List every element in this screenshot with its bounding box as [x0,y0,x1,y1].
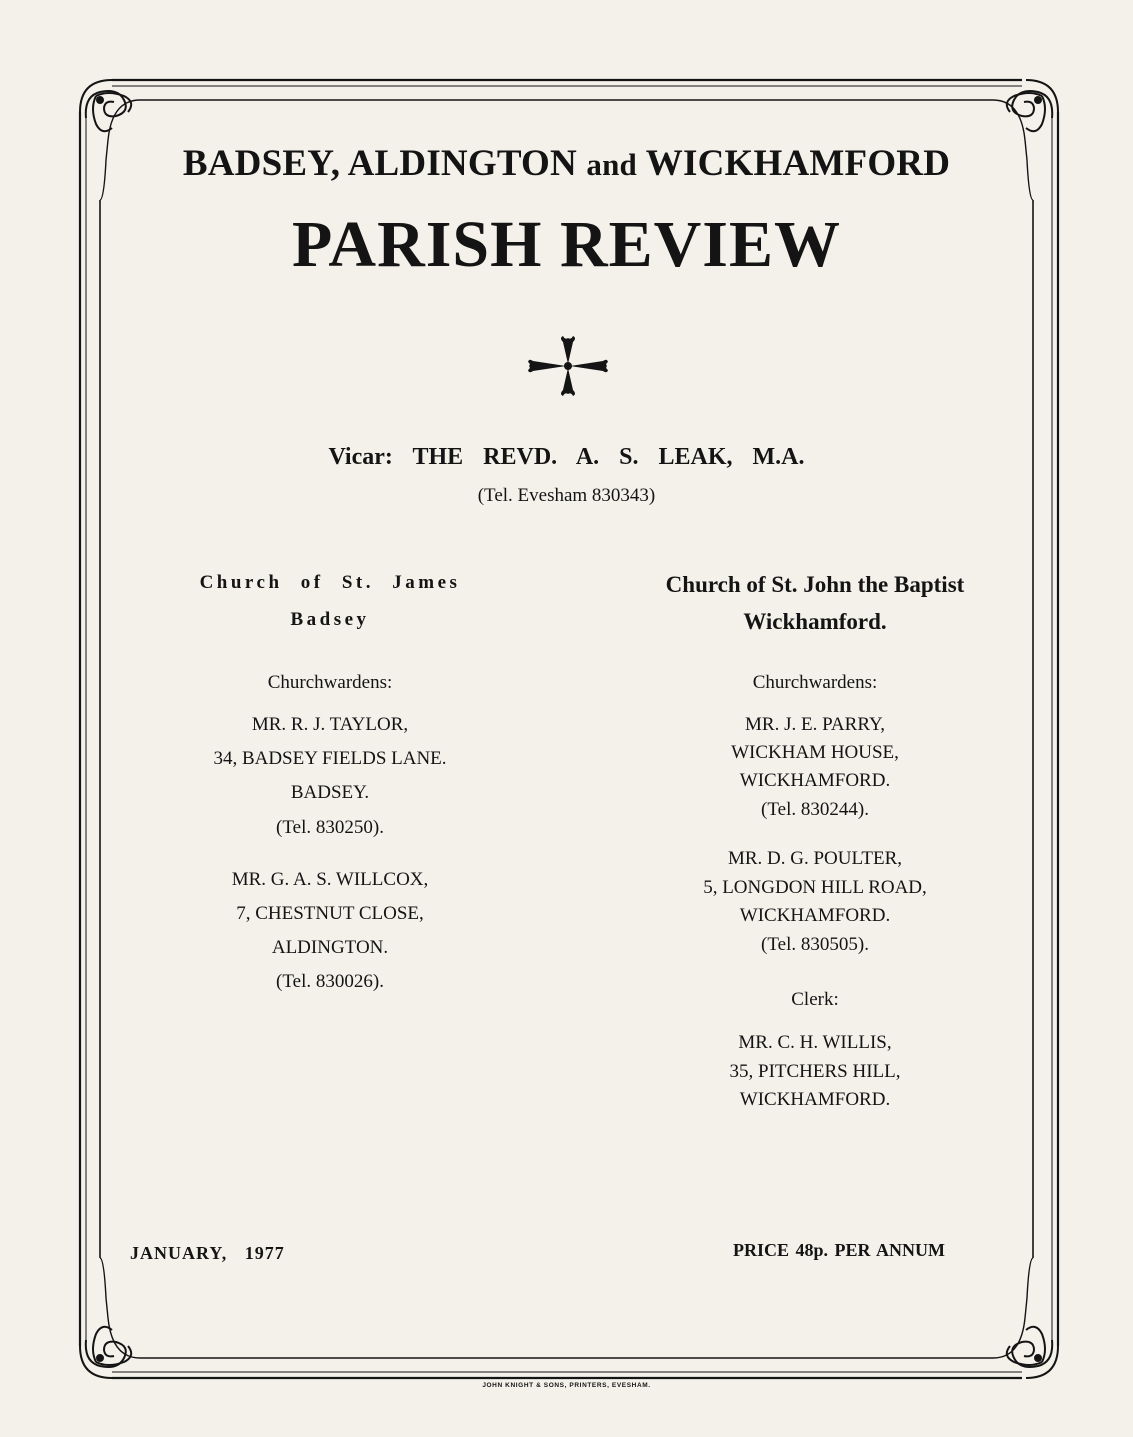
subscription-price: PRICE 48p. PER ANNUM [733,1240,946,1260]
right-clerk-label: Clerk: [791,989,839,1010]
vicar-line [80,444,1053,471]
right-clerk-line: 35, PITCHERS HILL, [729,1061,901,1082]
vicar-label: Vicar: [328,444,393,470]
left-warden2-line: (Tel. 830026). [276,971,384,992]
publication-title: PARISH REVIEW [291,208,842,281]
left-church-place: Badsey [290,609,370,630]
issue-date: JANUARY, 1977 [130,1243,285,1263]
left-churchwardens-label: Churchwardens: [267,672,393,693]
right-clerk-line: MR. C. H. WILLIS, [738,1032,892,1053]
left-warden2-line: ALDINGTON. [271,937,389,958]
right-warden2-line: WICKHAMFORD. [739,905,891,926]
vicar-telephone: (Tel. Evesham 830343) [477,485,656,506]
vicar-name: THE REVD. A. S. LEAK, M.A. [412,444,805,470]
heading-part-1: BADSEY, ALDINGTON [182,143,577,184]
left-warden2-line: MR. G. A. S. WILLCOX, [231,869,429,890]
corner-ornament-top-right [1007,80,1058,131]
left-church-name: Church of St. James [199,572,461,593]
left-warden1-line: 34, BADSEY FIELDS LANE. [213,748,447,769]
right-church-name: Church of St. John the Baptist [665,572,965,597]
cross-pattee-ornament-icon [527,334,609,398]
right-churchwardens-label: Churchwardens: [752,672,878,693]
right-warden2-line: MR. D. G. POULTER, [727,848,902,869]
heading-part-2: WICKHAMFORD [645,143,951,184]
left-warden2-line: 7, CHESTNUT CLOSE, [236,903,424,924]
right-clerk-line: WICKHAMFORD. [739,1089,891,1110]
publication-area-heading [80,142,1053,185]
right-warden1-line: MR. J. E. PARRY, [745,714,885,735]
right-warden2-line: (Tel. 830505). [761,934,869,955]
right-church-place: Wickhamford. [743,609,887,634]
printer-imprint: JOHN KNIGHT & SONS, PRINTERS, EVESHAM. [482,1382,651,1389]
heading-and: and [586,147,637,182]
left-warden1-line: MR. R. J. TAYLOR, [251,714,409,735]
left-warden1-line: (Tel. 830250). [276,817,384,838]
right-warden2-line: 5, LONGDON HILL ROAD, [703,877,927,898]
right-warden1-line: WICKHAM HOUSE, [731,742,899,763]
right-warden1-line: (Tel. 830244). [761,799,869,820]
right-warden1-line: WICKHAMFORD. [739,770,891,791]
corner-ornament-bottom-right [1007,1327,1058,1378]
left-warden1-line: BADSEY. [290,782,370,803]
